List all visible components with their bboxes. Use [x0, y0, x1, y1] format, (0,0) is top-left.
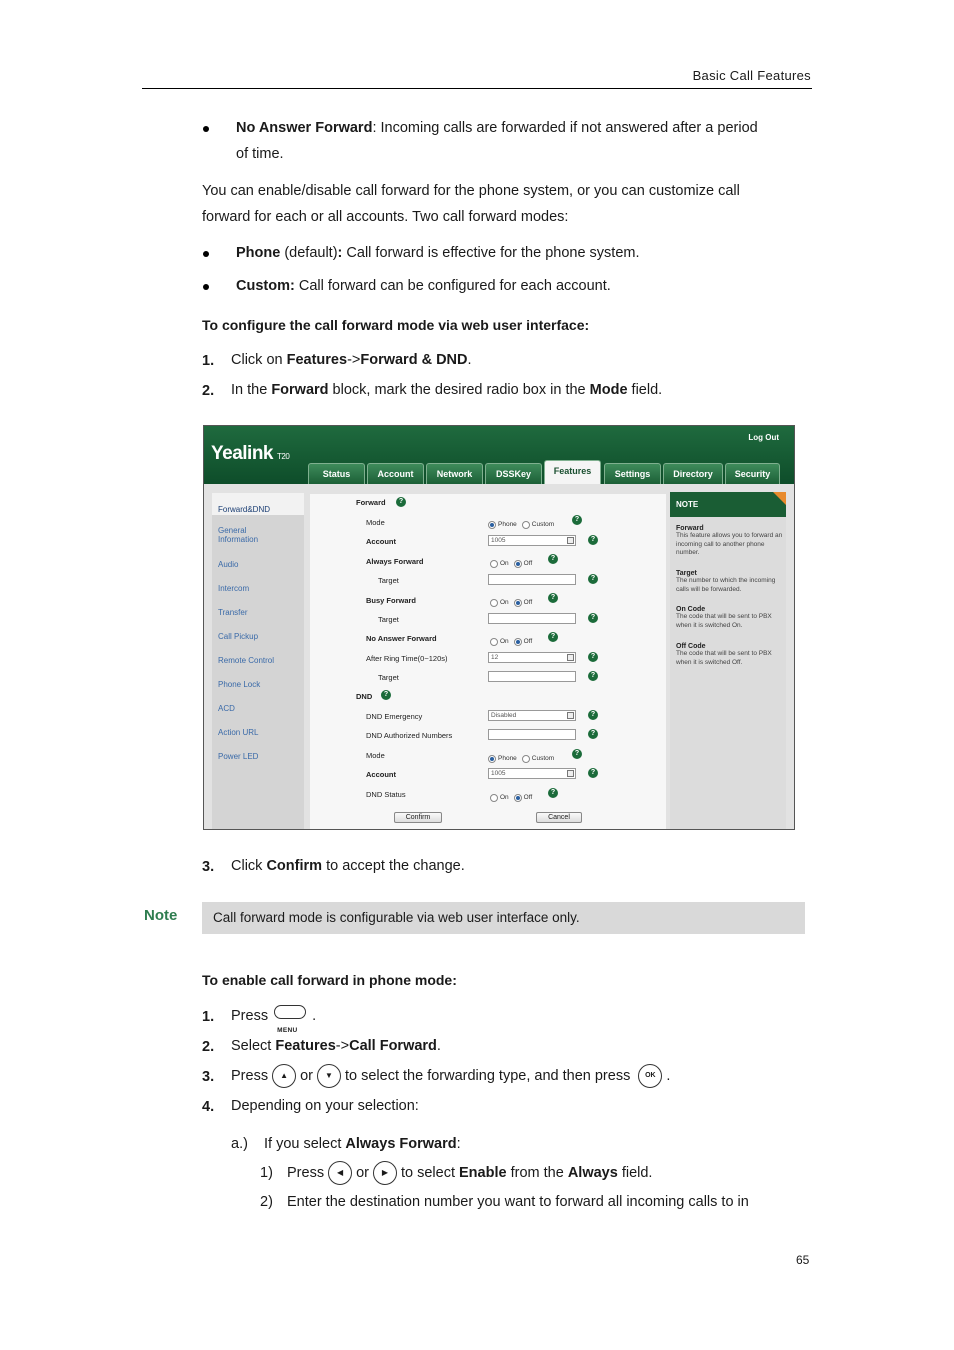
label-dnd-emergency: DND Emergency [366, 712, 423, 721]
yealink-logo [211, 443, 289, 465]
sidebar-item-intercom[interactable]: Intercom [218, 584, 250, 593]
step-text: to accept the change. [322, 858, 465, 874]
label-account: Account [366, 537, 396, 546]
step-bold: Mode [589, 382, 628, 398]
radio-off[interactable] [514, 599, 522, 607]
sidebar-item-transfer[interactable]: Transfer [218, 608, 248, 617]
header-rule [142, 88, 812, 89]
note-item-text: The number to which the incoming calls will be forwarded. [676, 577, 776, 593]
step-number: 1. [202, 353, 215, 369]
logo-text: Yealink [211, 443, 273, 464]
radio-label: On [500, 794, 509, 802]
help-icon[interactable]: ? [588, 710, 598, 720]
bullet-custom [236, 273, 611, 299]
step-number: 2. [202, 383, 215, 399]
tab-settings[interactable]: Settings [604, 463, 661, 485]
radio-off[interactable] [514, 638, 522, 646]
phone-step-4: Depending on your selection: [231, 1098, 419, 1114]
bullet-dot [203, 126, 209, 132]
dnd-section-title: DND [356, 692, 373, 701]
label-no-answer-forward: No Answer Forward [366, 634, 437, 643]
model-text: T20 [277, 452, 290, 461]
busy-forward-radios [490, 594, 537, 612]
note-item-title: Target [676, 570, 697, 577]
text-phone: Call forward is effective for the phone system. [342, 245, 640, 261]
intro-line-1: You can enable/disable call forward for the phone system, or you can customize call [202, 183, 740, 199]
label-target: Target [378, 615, 399, 624]
ok-key-icon: OK [638, 1064, 662, 1088]
label-mode: Mode [366, 518, 385, 527]
help-icon[interactable]: ? [572, 749, 582, 759]
sub-step-1 [287, 1160, 652, 1186]
step-bold: Features [275, 1038, 336, 1054]
step-number: 3. [202, 1069, 215, 1085]
step-number: 1. [202, 1009, 215, 1025]
step-bold: Features [286, 352, 348, 368]
label-dnd-status: DND Status [366, 790, 406, 799]
sub-step-a-label: a.) [231, 1136, 248, 1152]
dnd-status-radios [490, 789, 537, 807]
confirm-button[interactable]: Confirm [394, 812, 442, 823]
radio-off[interactable] [514, 560, 522, 568]
radio-on[interactable] [490, 638, 498, 646]
web-step-1 [231, 347, 472, 373]
logout-link[interactable]: Log Out [748, 433, 779, 442]
step-bold: Forward & DND [360, 352, 468, 368]
step-text: Select [231, 1038, 276, 1054]
right-arrow-key-icon: ▶ [373, 1161, 397, 1185]
menu-key-label: MENU [277, 1027, 298, 1035]
radio-phone[interactable] [488, 521, 496, 529]
bullet-phone [236, 240, 640, 266]
sidebar-item-remote-control[interactable]: Remote Control [218, 656, 275, 665]
step-text: -> [335, 1038, 350, 1054]
step-text: or [300, 1068, 313, 1084]
term-no-answer: No Answer Forward [236, 120, 373, 136]
radio-label: Off [523, 560, 533, 568]
radio-label: Phone [498, 755, 517, 763]
note-label: Note [144, 907, 178, 924]
label-dnd-authorized: DND Authorized Numbers [366, 731, 453, 740]
menu-key-pill [274, 1005, 306, 1019]
running-header: Basic Call Features [692, 68, 811, 83]
left-arrow-key-icon: ◀ [328, 1161, 352, 1185]
cancel-button[interactable]: Cancel [536, 812, 582, 823]
term-phone: Phone [236, 245, 281, 261]
tab-directory[interactable]: Directory [663, 463, 723, 485]
step-text: Press [231, 1008, 269, 1024]
label-dnd-mode: Mode [366, 751, 385, 760]
note-item-off-code [676, 643, 784, 667]
step-text: -> [347, 352, 361, 368]
tab-account[interactable]: Account [367, 463, 424, 485]
no-answer-target-input[interactable] [488, 671, 576, 682]
web-step-3 [231, 853, 465, 879]
radio-label: Off [523, 794, 533, 802]
label-always-forward: Always Forward [366, 557, 424, 566]
step-number: 3. [202, 859, 215, 875]
no-answer-radios [490, 633, 537, 651]
step-text: field. [627, 382, 663, 398]
up-arrow-key-icon: ▲ [272, 1064, 296, 1088]
radio-label: On [500, 599, 509, 607]
note-item-text: The code that will be sent to PBX when it is switched Off. [676, 650, 772, 666]
phone-procedure-heading: To enable call forward in phone mode: [202, 972, 457, 988]
help-icon[interactable]: ? [381, 690, 391, 700]
busy-target-input[interactable] [488, 613, 576, 624]
label-target: Target [378, 576, 399, 585]
radio-on[interactable] [490, 794, 498, 802]
radio-off[interactable] [514, 794, 522, 802]
always-forward-radios [490, 555, 537, 573]
radio-label: Off [523, 638, 533, 646]
help-icon[interactable]: ? [548, 593, 558, 603]
step-number: 2. [202, 1039, 215, 1055]
label-dnd-account: Account [366, 770, 396, 779]
bullet-no-answer [236, 115, 806, 167]
step-text: . [666, 1068, 671, 1084]
text-no-answer-2: of time. [236, 146, 284, 162]
step-bold: Forward [271, 382, 329, 398]
help-icon[interactable]: ? [588, 574, 598, 584]
sidebar-item-acd[interactable]: ACD [218, 704, 235, 713]
step-text: field. [617, 1165, 653, 1181]
term-custom: Custom: [236, 278, 295, 294]
radio-custom[interactable] [522, 521, 530, 529]
radio-on[interactable] [490, 560, 498, 568]
phone-step-3 [231, 1063, 670, 1089]
always-target-input[interactable] [488, 574, 576, 585]
help-icon[interactable]: ? [588, 652, 598, 662]
help-icon[interactable]: ? [588, 535, 598, 545]
step-text: . [312, 1008, 317, 1024]
note-corner-icon [773, 492, 786, 505]
bullet-dot [203, 251, 209, 257]
note-item-target [676, 570, 784, 594]
tab-network[interactable]: Network [426, 463, 483, 485]
sidebar-item-general-information[interactable]: General Information [218, 526, 259, 544]
help-icon[interactable]: ? [588, 671, 598, 681]
step-text: Click [231, 858, 267, 874]
note-item-title: Forward [676, 525, 704, 532]
step-text: If you select [264, 1136, 346, 1152]
step-text: to select [400, 1165, 460, 1181]
down-arrow-key-icon: ▼ [317, 1064, 341, 1088]
sidebar-item-call-pickup[interactable]: Call Pickup [218, 632, 259, 641]
sidebar-item-phone-lock[interactable]: Phone Lock [218, 680, 261, 689]
sidebar-item-forward-dnd[interactable]: Forward&DND [218, 505, 271, 514]
tab-security[interactable]: Security [725, 463, 780, 485]
note-item-text: The code that will be sent to PBX when it is switched On. [676, 613, 772, 629]
radio-on[interactable] [490, 599, 498, 607]
dnd-emergency-select[interactable]: Disabled [488, 710, 576, 721]
ring-time-select[interactable]: 12 [488, 652, 576, 663]
step-bold: Enable [459, 1165, 507, 1181]
tab-dsskey[interactable]: DSSKey [485, 463, 542, 485]
text-no-answer: : Incoming calls are forwarded if not answered after a period [372, 120, 758, 136]
radio-label: Off [523, 599, 533, 607]
note-item-text: This feature allows you to forward an incoming call to another phone number. [676, 532, 783, 556]
sub-step-a [264, 1131, 461, 1157]
help-icon[interactable]: ? [548, 554, 558, 564]
step-bold: Confirm [266, 858, 323, 874]
step-text: Click on [231, 352, 287, 368]
label-busy-forward: Busy Forward [366, 596, 417, 605]
help-icon[interactable]: ? [396, 497, 406, 507]
step-text: In the [231, 382, 272, 398]
page-number: 65 [796, 1253, 810, 1267]
step-text: from the [506, 1165, 568, 1181]
step-bold: Always Forward [345, 1136, 457, 1152]
tab-features[interactable]: Features [544, 460, 601, 485]
phone-step-1 [231, 1003, 317, 1035]
step-text: . [436, 1038, 441, 1054]
radio-label: Phone [498, 521, 517, 529]
step-text: Press [231, 1068, 269, 1084]
help-icon[interactable]: ? [572, 515, 582, 525]
mode-radios [488, 516, 559, 534]
step-number: 4. [202, 1099, 215, 1115]
bullet-dot [203, 284, 209, 290]
help-icon[interactable]: ? [548, 788, 558, 798]
sub-step-2-num: 2) [260, 1194, 273, 1210]
sidebar-item-audio[interactable]: Audio [218, 560, 239, 569]
radio-label: On [500, 560, 509, 568]
sub-step-1-num: 1) [260, 1165, 273, 1181]
help-icon[interactable]: ? [548, 632, 558, 642]
radio-phone[interactable] [488, 755, 496, 763]
note-item-on-code [676, 606, 784, 630]
web-main-area [204, 484, 794, 830]
dnd-authorized-input[interactable] [488, 729, 576, 740]
label-after-ring-time: After Ring Time(0~120s) [366, 654, 448, 663]
intro-paragraph [202, 178, 802, 230]
step-bold: Call Forward [349, 1038, 437, 1054]
help-icon[interactable]: ? [588, 729, 598, 739]
step-text: Press [287, 1165, 325, 1181]
text-phone-default: (default) [280, 245, 338, 261]
phone-step-2 [231, 1033, 441, 1059]
forward-section-title: Forward [356, 498, 386, 507]
dnd-account-select[interactable]: 1005 [488, 768, 576, 779]
note-item-title: Off Code [676, 643, 706, 650]
step-bold: Always [567, 1165, 618, 1181]
intro-line-2: forward for each or all accounts. Two call forward modes: [202, 209, 569, 225]
step-text: or [356, 1165, 369, 1181]
step-text: block, mark the desired radio box in the [328, 382, 590, 398]
web-procedure-heading: To configure the call forward mode via web user interface: [202, 317, 590, 333]
note-panel-title: NOTE [670, 492, 786, 517]
radio-label: On [500, 638, 509, 646]
account-select[interactable]: 1005 [488, 535, 576, 546]
radio-custom[interactable] [522, 755, 530, 763]
note-item-title: On Code [676, 606, 706, 613]
text-phone-colon: : [337, 245, 343, 261]
help-icon[interactable]: ? [588, 768, 598, 778]
forward-form [310, 494, 666, 830]
sidebar-item-action-url[interactable]: Action URL [218, 728, 259, 737]
label-target: Target [378, 673, 399, 682]
web-ui-screenshot [203, 425, 795, 830]
dnd-mode-radios [488, 750, 559, 768]
radio-label: Custom [531, 521, 555, 529]
step-text: : [456, 1136, 461, 1152]
help-icon[interactable]: ? [588, 613, 598, 623]
note-item-forward [676, 525, 784, 558]
web-step-2 [231, 377, 662, 403]
tab-status[interactable]: Status [308, 463, 365, 485]
sub-step-2: Enter the destination number you want to forward all incoming calls to in [287, 1194, 749, 1210]
note-box: Call forward mode is configurable via web user interface only. [202, 902, 805, 934]
menu-key-icon [274, 1005, 306, 1035]
text-custom: Call forward can be configured for each account. [294, 278, 611, 294]
step-text: to select the forwarding type, and then press [344, 1068, 631, 1084]
radio-label: Custom [531, 755, 555, 763]
sidebar-item-power-led[interactable]: Power LED [218, 752, 259, 761]
step-text: . [467, 352, 472, 368]
